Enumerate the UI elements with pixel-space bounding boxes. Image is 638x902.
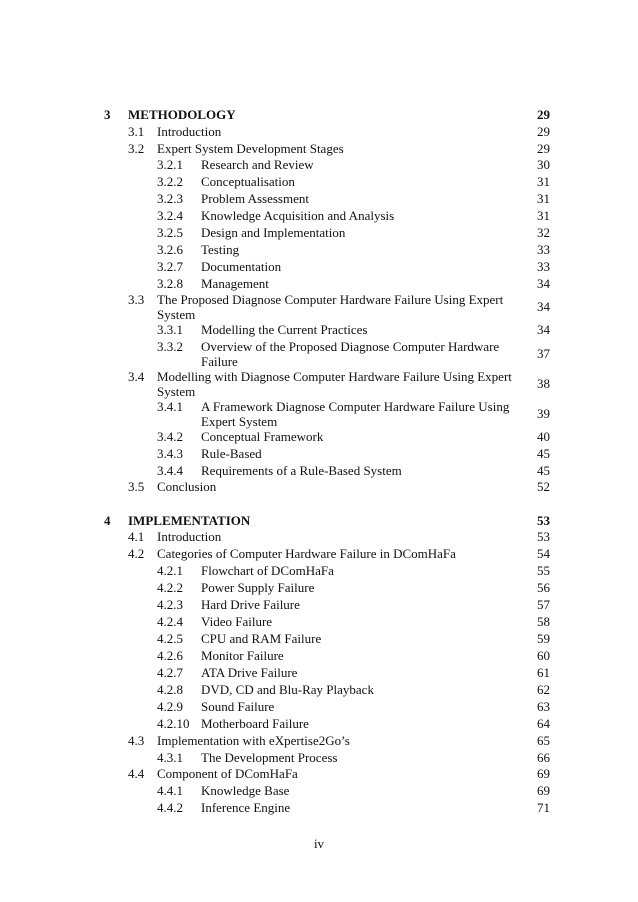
subsection-title: Flowchart of DComHaFa	[201, 563, 334, 578]
subsection-number: 4.2.9	[157, 699, 183, 714]
subsection-number: 4.2.3	[157, 597, 183, 612]
subsection-number: 3.2.1	[157, 157, 183, 172]
subsection-title: Requirements of a Rule-Based System	[201, 463, 402, 478]
subsection-number: 4.2.8	[157, 682, 183, 697]
subsection-title: Documentation	[201, 259, 282, 274]
subsection-number: 4.2.4	[157, 614, 183, 629]
subsection-number: 3.3.2	[157, 339, 183, 354]
subsection-page: 66	[537, 750, 550, 765]
subsection-number: 3.4.1	[157, 399, 183, 414]
subsection-number: 4.2.1	[157, 563, 183, 578]
section-title-line-1: The Proposed Diagnose Computer Hardware Failure Using Expert	[157, 292, 504, 307]
section-page: 29	[537, 141, 550, 156]
subsection-number: 4.2.2	[157, 580, 183, 595]
subsection-title: Management	[201, 276, 269, 291]
subsection-number: 4.3.1	[157, 750, 183, 765]
chapter-page: 53	[537, 513, 550, 528]
section-number: 3.3	[128, 292, 145, 307]
subsection-number: 3.4.3	[157, 446, 183, 461]
subsection-title: Hard Drive Failure	[201, 597, 300, 612]
subsection-number: 3.2.5	[157, 225, 183, 240]
subsection-title: DVD, CD and Blu-Ray Playback	[201, 682, 374, 697]
subsection-page: 45	[537, 446, 550, 461]
subsection-title: Monitor Failure	[201, 648, 284, 663]
subsection-title: Problem Assessment	[201, 191, 309, 206]
section-title: Implementation with eXpertise2Go’s	[157, 733, 350, 748]
chapter-title: METHODOLOGY	[128, 107, 236, 122]
section-page: 69	[537, 766, 550, 781]
subsection-page: 31	[537, 191, 550, 206]
subsection-title: The Development Process	[201, 750, 338, 765]
subsection-number: 4.2.10	[157, 716, 190, 731]
section-page: 38	[537, 376, 550, 391]
subsection-title: Design and Implementation	[201, 225, 346, 240]
subsection-page: 55	[537, 563, 550, 578]
subsection-page: 31	[537, 174, 550, 189]
subsection-page: 59	[537, 631, 550, 646]
section-title-line-1: Modelling with Diagnose Computer Hardware Failure Using Expert	[157, 369, 512, 384]
section-number: 4.4	[128, 766, 145, 781]
section-title-line-2: System	[157, 384, 196, 399]
section-number: 3.5	[128, 479, 145, 494]
subsection-number: 3.2.6	[157, 242, 183, 257]
subsection-number: 4.2.5	[157, 631, 183, 646]
subsection-page: 63	[537, 699, 550, 714]
subsection-title: Video Failure	[201, 614, 273, 629]
subsection-number: 4.4.2	[157, 800, 183, 815]
subsection-page: 32	[537, 225, 550, 240]
section-title: Introduction	[157, 529, 222, 544]
subsection-title: Conceptual Framework	[201, 429, 324, 444]
subsection-title-line-2: Expert System	[201, 414, 278, 429]
subsection-page: 71	[537, 800, 550, 815]
subsection-page: 69	[537, 783, 550, 798]
subsection-page: 64	[537, 716, 550, 731]
subsection-title: Knowledge Base	[201, 783, 290, 798]
section-title: Introduction	[157, 124, 222, 139]
subsection-page: 61	[537, 665, 550, 680]
section-title-line-2: System	[157, 307, 196, 322]
subsection-page: 30	[537, 157, 550, 172]
section-number: 4.1	[128, 529, 145, 544]
chapter-page: 29	[537, 107, 550, 122]
subsection-title-line-2: Failure	[201, 354, 238, 369]
subsection-number: 3.2.3	[157, 191, 183, 206]
page-number-footer: iv	[313, 836, 325, 851]
section-number: 3.2	[128, 141, 145, 156]
subsection-page: 34	[537, 276, 550, 291]
subsection-page: 37	[537, 346, 550, 361]
chapter-number: 3	[104, 107, 111, 122]
section-page: 52	[537, 479, 550, 494]
subsection-number: 3.4.4	[157, 463, 183, 478]
chapter-title: IMPLEMENTATION	[128, 513, 251, 528]
section-page: 29	[537, 124, 550, 139]
section-number: 4.2	[128, 546, 145, 561]
subsection-number: 3.2.4	[157, 208, 183, 223]
subsection-page: 31	[537, 208, 550, 223]
subsection-number: 3.2.8	[157, 276, 183, 291]
subsection-number: 3.3.1	[157, 322, 183, 337]
subsection-title: Inference Engine	[201, 800, 291, 815]
subsection-page: 45	[537, 463, 550, 478]
subsection-title: Conceptualisation	[201, 174, 295, 189]
subsection-title-line-1: Overview of the Proposed Diagnose Computer Hardware	[201, 339, 500, 354]
subsection-page: 33	[537, 242, 550, 257]
section-page: 53	[537, 529, 550, 544]
subsection-page: 40	[537, 429, 550, 444]
subsection-title: Sound Failure	[201, 699, 275, 714]
section-title: Conclusion	[157, 479, 217, 494]
subsection-title-line-1: A Framework Diagnose Computer Hardware Failure Using	[201, 399, 510, 414]
chapter-number: 4	[104, 513, 111, 528]
section-page: 65	[537, 733, 550, 748]
subsection-title: Power Supply Failure	[201, 580, 315, 595]
subsection-title: ATA Drive Failure	[201, 665, 298, 680]
subsection-page: 62	[537, 682, 550, 697]
section-number: 3.1	[128, 124, 145, 139]
subsection-title: Rule-Based	[201, 446, 262, 461]
section-title: Component of DComHaFa	[157, 766, 298, 781]
subsection-title: CPU and RAM Failure	[201, 631, 322, 646]
subsection-page: 56	[537, 580, 550, 595]
subsection-title: Research and Review	[201, 157, 314, 172]
subsection-number: 4.4.1	[157, 783, 183, 798]
subsection-title: Modelling the Current Practices	[201, 322, 368, 337]
section-page: 34	[537, 299, 550, 314]
section-title: Expert System Development Stages	[157, 141, 344, 156]
subsection-number: 3.2.7	[157, 259, 183, 274]
subsection-number: 3.4.2	[157, 429, 183, 444]
section-page: 54	[537, 546, 550, 561]
subsection-page: 33	[537, 259, 550, 274]
subsection-page: 58	[537, 614, 550, 629]
subsection-number: 4.2.6	[157, 648, 183, 663]
subsection-page: 39	[537, 406, 550, 421]
subsection-page: 60	[537, 648, 550, 663]
section-number: 3.4	[128, 369, 145, 384]
subsection-number: 3.2.2	[157, 174, 183, 189]
section-title: Categories of Computer Hardware Failure in DComHaFa	[157, 546, 456, 561]
subsection-number: 4.2.7	[157, 665, 183, 680]
subsection-page: 34	[537, 322, 550, 337]
subsection-title: Motherboard Failure	[201, 716, 309, 731]
subsection-title: Knowledge Acquisition and Analysis	[201, 208, 395, 223]
section-number: 4.3	[128, 733, 145, 748]
subsection-title: Testing	[201, 242, 240, 257]
subsection-page: 57	[537, 597, 550, 612]
